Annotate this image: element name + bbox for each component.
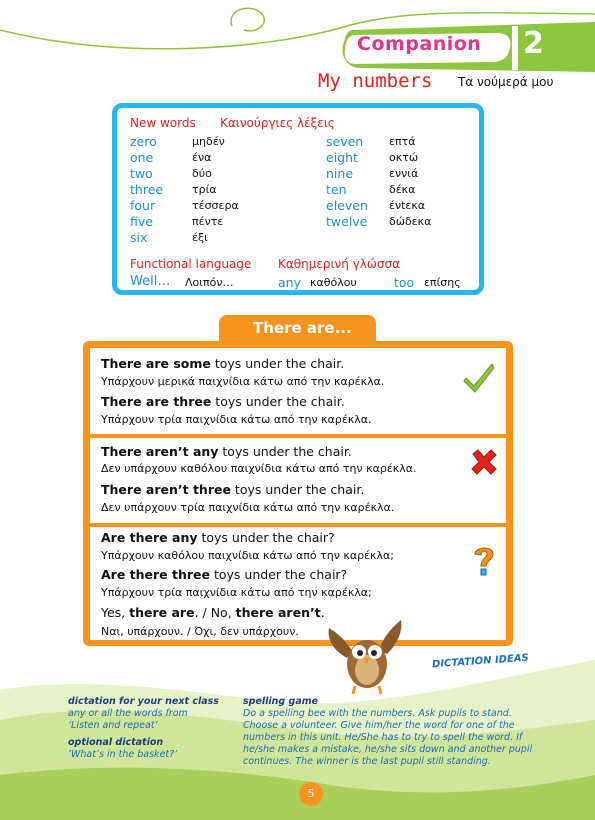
vocab-word-greek: τέσσερα <box>192 199 239 212</box>
page-number: 5 <box>299 782 323 806</box>
example-sentence-greek: Υπάρχουν τρία παιχνίδια κάτω από την καρέκλα; <box>101 586 372 599</box>
vocab-word-greek: ένα <box>192 151 212 164</box>
check-icon <box>463 360 495 394</box>
vocab-word: zero <box>130 134 157 149</box>
question-icon <box>472 545 496 579</box>
example-answer-greek: Ναι, υπάρχουν. / Όχι, δεν υπάρχουν. <box>101 625 299 638</box>
vocab-word: eleven <box>326 198 368 213</box>
vocab-word-greek: δέκα <box>389 183 416 196</box>
example-sentence: There are three toys under the chair. <box>101 394 345 409</box>
optional-dictation-heading: optional dictation <box>68 737 164 748</box>
vocab-word: one <box>130 150 154 165</box>
vocab-word: three <box>130 182 164 197</box>
vocab-word-greek: επτά <box>389 135 416 148</box>
functional-language-heading-greek: Καθημερινή γλώσσα <box>278 257 401 271</box>
vocab-word: nine <box>326 166 354 181</box>
functional-word-greek: επίσης <box>424 276 461 289</box>
functional-word-greek: Λοιπόν… <box>185 276 234 289</box>
vocab-word-greek: οκτώ <box>389 151 419 164</box>
example-sentence: Are there three toys under the chair? <box>101 567 348 582</box>
example-sentence-greek: Υπάρχουν μερικά παιχνίδια κάτω από την καρέκλα. <box>101 375 385 388</box>
spelling-game-text: Do a spelling bee with the numbers. Ask pupils to stand. Choose a volunteer. Give him/her the word for one of the numbers in this unit. He/She has to try to spell the word. If he/she makes a mistake, he/she sits down and another pupil continues. The winner is the last pupil still standing. <box>243 708 533 767</box>
spelling-game-heading: spelling game <box>243 696 319 707</box>
example-sentence: There aren’t three toys under the chair. <box>101 482 365 497</box>
there-are-tab-label: There are... <box>253 319 352 337</box>
vocab-word-greek: έξι <box>192 231 208 244</box>
example-sentence-greek: Δεν υπάρχουν καθόλου παιχνίδια κάτω από την καρέκλα. <box>101 462 417 475</box>
vocab-word-greek: εννιά <box>389 167 419 180</box>
vocab-word: two <box>130 166 153 181</box>
vocab-word-greek: τρία <box>192 183 217 196</box>
vocab-word-greek: δύο <box>192 167 212 180</box>
owl-illustration <box>325 620 410 700</box>
vocab-word: ten <box>326 182 347 197</box>
functional-word-greek: καθόλου <box>310 276 357 289</box>
new-words-heading-greek: Καινούργιες λέξεις <box>220 116 335 130</box>
cross-icon <box>470 448 498 476</box>
functional-word: too <box>394 275 415 290</box>
example-sentence-greek: Δεν υπάρχουν τρία παιχνίδια κάτω από την καρέκλα. <box>101 501 395 514</box>
vocab-word: five <box>130 214 153 229</box>
new-words-heading: New words <box>130 116 196 130</box>
example-sentence: Are there any toys under the chair? <box>101 530 335 545</box>
vocab-word-greek: μηδέν <box>192 135 225 148</box>
example-sentence-greek: Υπάρχουν τρία παιχνίδια κάτω από την καρέκλα. <box>101 413 372 426</box>
functional-word: any <box>278 275 301 290</box>
vocab-word: seven <box>326 134 364 149</box>
unit-number: 2 <box>523 26 544 61</box>
companion-label: Companion <box>357 33 482 55</box>
example-sentence: There aren’t any toys under the chair. <box>101 444 352 459</box>
vocab-word: twelve <box>326 214 368 229</box>
optional-dictation-text: ‘What’s in the basket?’ <box>68 749 178 760</box>
vocab-word-greek: δώδεκα <box>389 215 432 228</box>
next-class-heading: dictation for your next class <box>68 696 219 707</box>
functional-word: Well… <box>130 274 171 289</box>
page-title: My numbers <box>318 70 433 92</box>
vocab-word-greek: πέντε <box>192 215 224 228</box>
next-class-text: any or all the words from ‘Listen and repeat’ <box>68 708 188 731</box>
vocab-word: four <box>130 198 156 213</box>
functional-language-heading: Functional language <box>130 257 252 271</box>
vocab-word: eight <box>326 150 358 165</box>
dictation-ideas-title: DICTATION IDEAS <box>431 652 530 671</box>
vocab-word: six <box>130 230 148 245</box>
vocab-word-greek: ένtεκα <box>389 199 426 212</box>
example-answer: Yes, there are. / No, there aren’t. <box>101 605 325 620</box>
page-title-greek: Τα νούμερά μου <box>458 75 554 89</box>
example-sentence: There are some toys under the chair. <box>101 356 345 371</box>
example-sentence-greek: Υπάρχουν καθόλου παιχνίδια κάτω από την καρέκλα; <box>101 549 394 562</box>
